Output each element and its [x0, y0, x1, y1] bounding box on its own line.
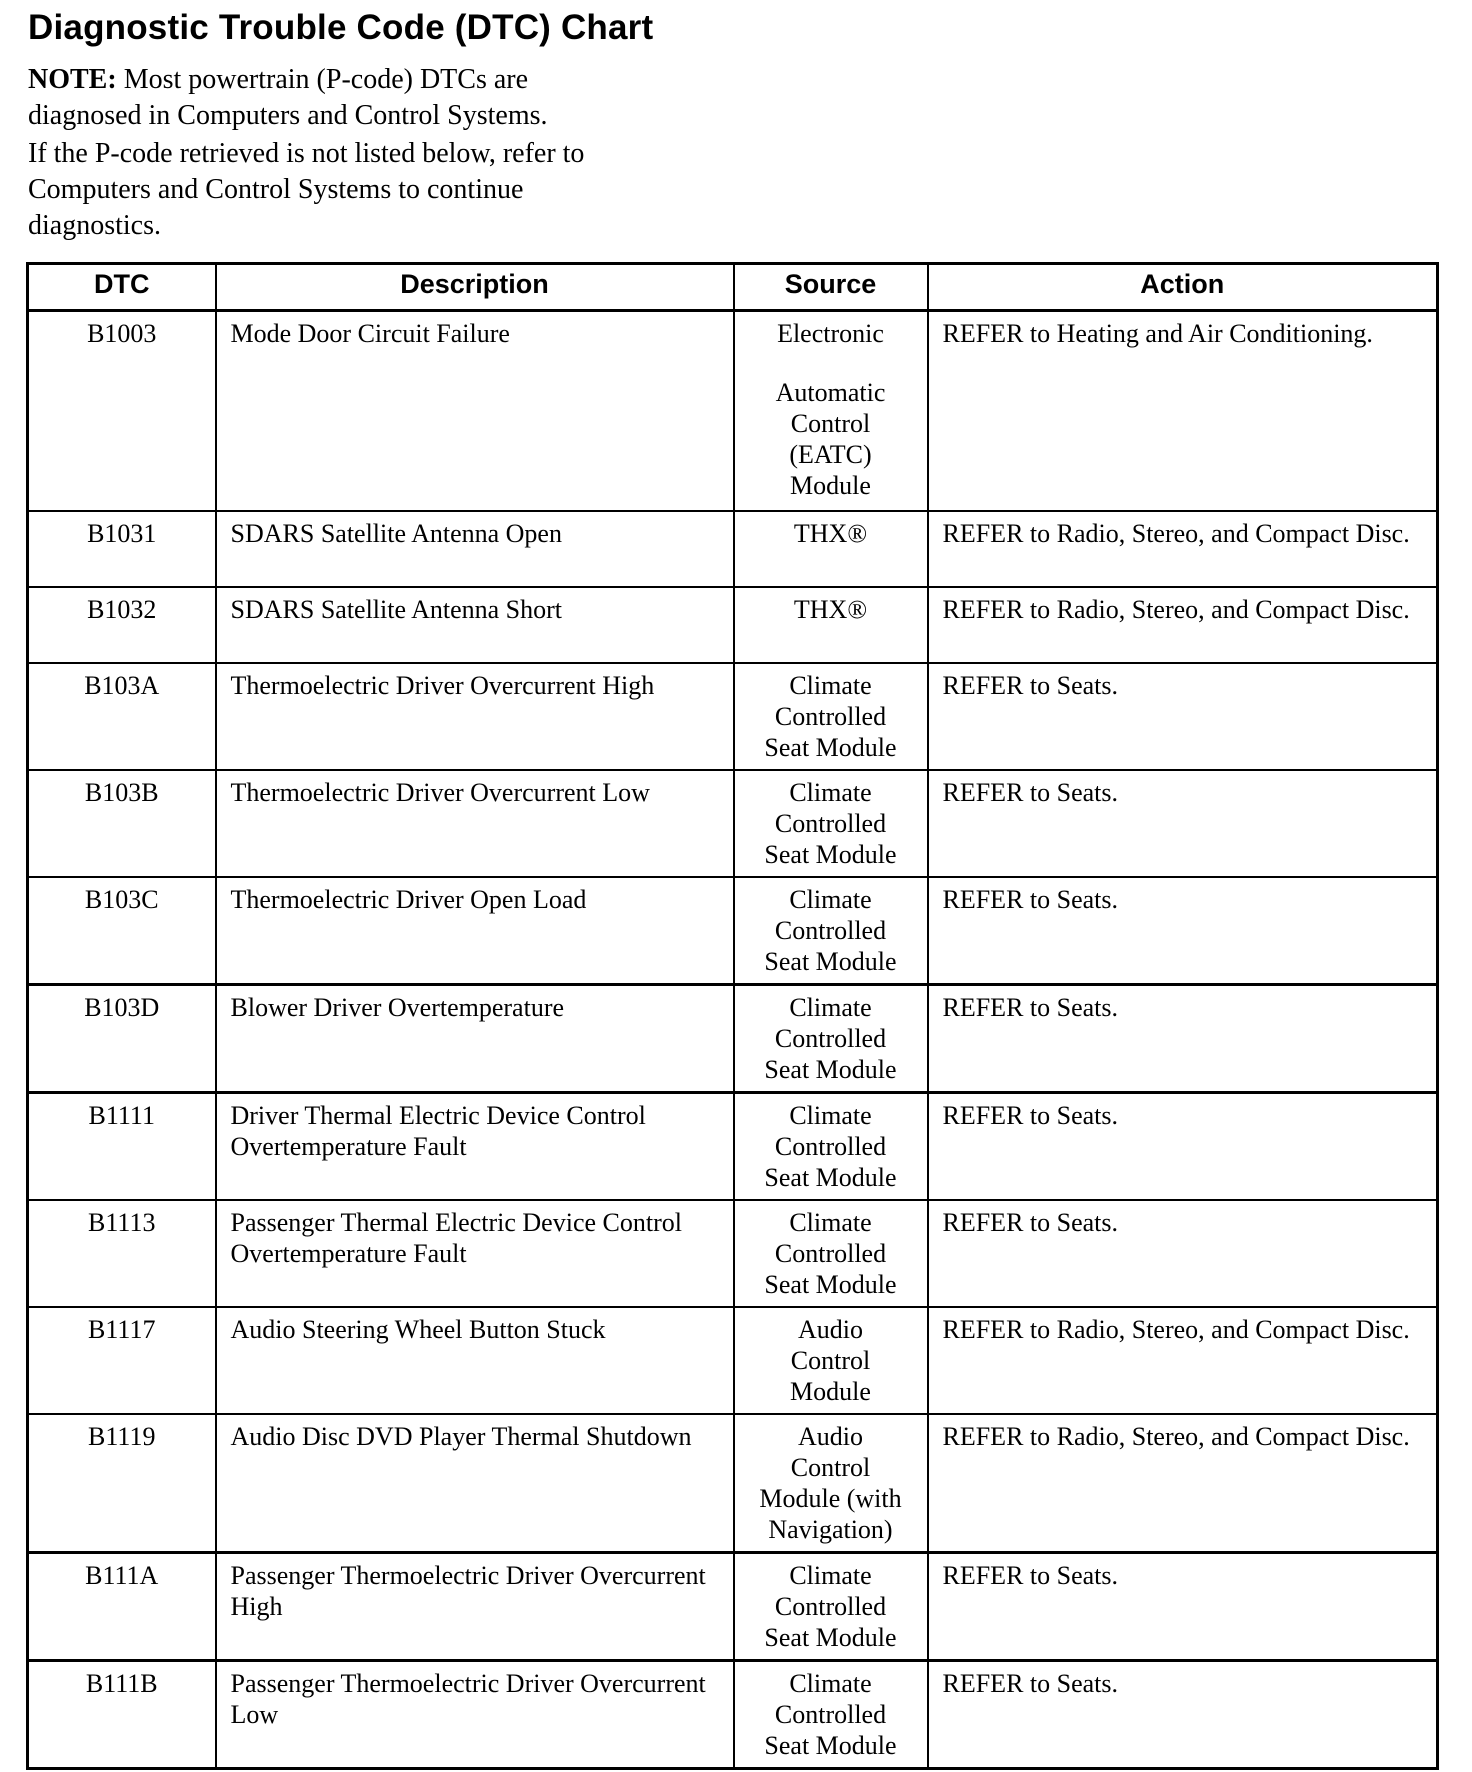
source-cell: [734, 1414, 928, 1553]
source-line: Controlled: [774, 1023, 887, 1053]
source-line: Seat Module: [764, 839, 897, 869]
dtc-table: [26, 262, 1439, 1770]
source-line: Controlled: [774, 1591, 887, 1621]
description-cell: Passenger Thermoelectric Driver Overcurrent Low: [216, 1660, 734, 1768]
table-row: [28, 511, 1438, 587]
dtc-code-cell: B1003: [28, 311, 216, 511]
source-line: Electronic: [777, 319, 884, 348]
note-line: [28, 62, 708, 98]
source-line: Module (with: [759, 1483, 902, 1513]
dtc-code-cell: B1117: [28, 1307, 216, 1414]
source-cell: [734, 1552, 928, 1660]
dtc-code-cell: B1113: [28, 1200, 216, 1307]
source-cell: [734, 587, 928, 663]
source-line: Module: [790, 471, 871, 500]
description-cell: Driver Thermal Electric Device Control Overtemperature Fault: [216, 1092, 734, 1200]
description-cell: Passenger Thermoelectric Driver Overcurrent High: [216, 1552, 734, 1660]
source-cell: [734, 511, 928, 587]
header-description: Description: [216, 264, 734, 311]
source-cell: [734, 877, 928, 985]
dtc-code-cell: B1119: [28, 1414, 216, 1553]
action-cell: REFER to Radio, Stereo, and Compact Disc.: [928, 587, 1438, 663]
action-cell: REFER to Seats.: [928, 663, 1438, 770]
source-line: Navigation): [768, 1514, 893, 1544]
source-cell: [734, 1200, 928, 1307]
source-cell: [734, 984, 928, 1092]
table-row: [28, 1307, 1438, 1414]
note-text: Most powertrain (P-code) DTCs are: [123, 64, 529, 95]
dtc-code-cell: B103A: [28, 663, 216, 770]
source-line: Climate: [789, 1100, 872, 1130]
table-row: [28, 984, 1438, 1092]
source-line: Controlled: [774, 1238, 887, 1268]
source-line: Climate: [789, 992, 872, 1022]
action-cell: REFER to Seats.: [928, 1552, 1438, 1660]
table-row: [28, 1660, 1438, 1768]
dtc-code-cell: B1111: [28, 1092, 216, 1200]
action-cell: REFER to Radio, Stereo, and Compact Disc.: [928, 1307, 1438, 1414]
description-cell: Blower Driver Overtemperature: [216, 984, 734, 1092]
source-line: THX®: [793, 518, 868, 548]
source-line: Control: [790, 1452, 871, 1482]
note-line: If the P-code retrieved is not listed below, refer to: [28, 138, 585, 169]
description-cell: SDARS Satellite Antenna Short: [216, 587, 734, 663]
source-line: Climate: [789, 777, 872, 807]
description-cell: Audio Steering Wheel Button Stuck: [216, 1307, 734, 1414]
note-line: diagnosed in Computers and Control Systems.: [28, 100, 548, 131]
source-line: Audio: [798, 1314, 863, 1344]
source-line: Climate: [789, 1560, 872, 1590]
source-line: Controlled: [774, 1131, 887, 1161]
table-row: [28, 1414, 1438, 1553]
action-cell: REFER to Seats.: [928, 877, 1438, 985]
table-row: [28, 1552, 1438, 1660]
dtc-table-body: [28, 311, 1438, 1769]
source-cell: [734, 1307, 928, 1414]
description-cell: Thermoelectric Driver Overcurrent High: [216, 663, 734, 770]
source-line: Controlled: [774, 915, 887, 945]
source-line: Automatic: [775, 378, 886, 407]
source-line: Controlled: [774, 808, 887, 838]
source-line: Climate: [789, 1668, 872, 1698]
action-cell: REFER to Seats.: [928, 1660, 1438, 1768]
header-dtc: DTC: [28, 264, 216, 311]
source-line: Seat Module: [764, 732, 897, 762]
description-cell: Mode Door Circuit Failure: [216, 311, 734, 511]
action-cell: REFER to Heating and Air Conditioning.: [928, 311, 1438, 511]
dtc-code-cell: B111B: [28, 1660, 216, 1768]
source-spacer: [749, 349, 913, 377]
description-cell: Passenger Thermal Electric Device Control Overtemperature Fault: [216, 1200, 734, 1307]
source-line: Seat Module: [764, 1269, 897, 1299]
table-row: [28, 311, 1438, 511]
source-cell: [734, 1660, 928, 1768]
note-label: NOTE:: [28, 64, 117, 95]
header-action: Action: [928, 264, 1438, 311]
table-row: [28, 1092, 1438, 1200]
source-line: Climate: [789, 670, 872, 700]
note-line: diagnostics.: [28, 210, 161, 241]
source-line: Seat Module: [764, 1162, 897, 1192]
dtc-code-cell: B111A: [28, 1552, 216, 1660]
table-row: [28, 770, 1438, 877]
action-cell: REFER to Seats.: [928, 1200, 1438, 1307]
description-cell: Thermoelectric Driver Open Load: [216, 877, 734, 985]
source-line: THX®: [793, 594, 868, 624]
dtc-code-cell: B1031: [28, 511, 216, 587]
action-cell: REFER to Seats.: [928, 1092, 1438, 1200]
source-cell: [734, 311, 928, 511]
table-row: [28, 587, 1438, 663]
description-cell: Audio Disc DVD Player Thermal Shutdown: [216, 1414, 734, 1553]
source-line: Seat Module: [764, 1622, 897, 1652]
source-line: Module: [790, 1376, 871, 1406]
note-paragraph: [28, 62, 708, 244]
source-line: Audio: [798, 1421, 863, 1451]
dtc-code-cell: B103D: [28, 984, 216, 1092]
action-cell: REFER to Radio, Stereo, and Compact Disc.: [928, 511, 1438, 587]
page-title: Diagnostic Trouble Code (DTC) Chart: [28, 8, 654, 47]
source-line: Climate: [789, 1207, 872, 1237]
dtc-code-cell: B1032: [28, 587, 216, 663]
source-line: Controlled: [774, 1699, 887, 1729]
source-line: Control: [790, 409, 871, 438]
source-line: Seat Module: [764, 1054, 897, 1084]
source-cell: [734, 1092, 928, 1200]
table-row: [28, 663, 1438, 770]
dtc-code-cell: B103C: [28, 877, 216, 985]
table-row: [28, 877, 1438, 985]
table-header-row: [28, 264, 1438, 311]
source-cell: [734, 663, 928, 770]
header-source: Source: [734, 264, 928, 311]
note-line: Computers and Control Systems to continue: [28, 174, 524, 205]
source-line: (EATC): [789, 440, 872, 469]
source-line: Seat Module: [764, 1730, 897, 1760]
dtc-code-cell: B103B: [28, 770, 216, 877]
description-cell: SDARS Satellite Antenna Open: [216, 511, 734, 587]
source-line: Climate: [789, 884, 872, 914]
description-cell: Thermoelectric Driver Overcurrent Low: [216, 770, 734, 877]
action-cell: REFER to Radio, Stereo, and Compact Disc.: [928, 1414, 1438, 1553]
table-row: [28, 1200, 1438, 1307]
source-line: Seat Module: [764, 946, 897, 976]
source-line: Controlled: [774, 701, 887, 731]
action-cell: REFER to Seats.: [928, 984, 1438, 1092]
action-cell: REFER to Seats.: [928, 770, 1438, 877]
source-cell: [734, 770, 928, 877]
source-line: Control: [790, 1345, 871, 1375]
